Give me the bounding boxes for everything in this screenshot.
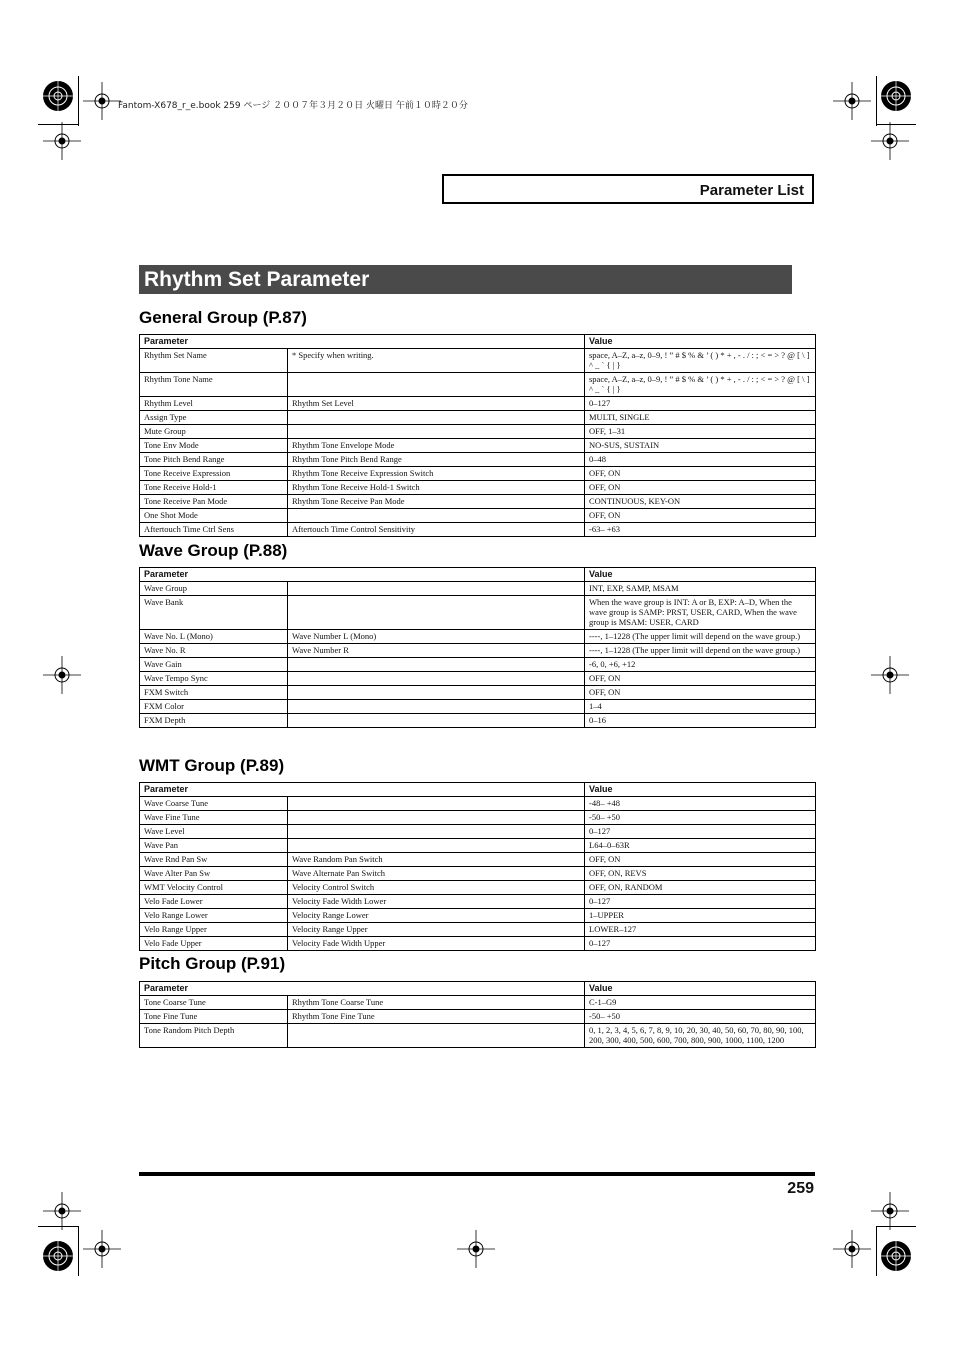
param-name-cell: Tone Random Pitch Depth: [140, 1024, 288, 1048]
param-name-cell: Rhythm Set Name: [140, 349, 288, 373]
param-description-cell: Rhythm Tone Coarse Tune: [288, 996, 585, 1010]
param-name-cell: Tone Env Mode: [140, 439, 288, 453]
param-name-cell: Wave Level: [140, 825, 288, 839]
param-value-cell: ----, 1–1228 (The upper limit will depend on the wave group.): [585, 630, 816, 644]
param-value-cell: -50– +50: [585, 1010, 816, 1024]
param-value-cell: ----, 1–1228 (The upper limit will depend on the wave group.): [585, 644, 816, 658]
crop-line: [78, 1226, 79, 1276]
param-description-cell: [288, 411, 585, 425]
param-description-cell: [288, 509, 585, 523]
table-row: [140, 686, 816, 700]
registration-sunburst-bottom-left: [42, 1240, 74, 1272]
param-name-cell: Velo Fade Upper: [140, 937, 288, 951]
table-row: [140, 797, 816, 811]
crop-line: [876, 124, 916, 125]
table-row: [140, 453, 816, 467]
table-row: [140, 672, 816, 686]
print-header: Fantom-X678_r_e.book 259 ページ ２００７年３月２０日 火曜日 午前１０時２０分: [118, 101, 468, 111]
param-value-cell: 0–48: [585, 453, 816, 467]
table-header-row: [140, 982, 816, 996]
crosshair-target-icon: [43, 656, 81, 694]
col-header-value: Value: [585, 783, 816, 797]
table-row: [140, 425, 816, 439]
param-name-cell: Tone Coarse Tune: [140, 996, 288, 1010]
table-row: [140, 658, 816, 672]
param-description-cell: [288, 1024, 585, 1048]
param-description-cell: Velocity Range Upper: [288, 923, 585, 937]
param-name-cell: Velo Range Lower: [140, 909, 288, 923]
param-name-cell: Wave Group: [140, 582, 288, 596]
param-value-cell: 0–127: [585, 397, 816, 411]
param-name-cell: Aftertouch Time Ctrl Sens: [140, 523, 288, 537]
param-value-cell: When the wave group is INT: A or B, EXP: A–D, When the wave group is SAMP: PRST, USER, CARD, When the wave group is MSAM: USER, CARD: [585, 596, 816, 630]
param-value-cell: OFF, ON: [585, 672, 816, 686]
param-name-cell: Wave Fine Tune: [140, 811, 288, 825]
table-row: [140, 582, 816, 596]
param-description-cell: Wave Alternate Pan Switch: [288, 867, 585, 881]
param-description-cell: Velocity Range Lower: [288, 909, 585, 923]
param-description-cell: Velocity Fade Width Lower: [288, 895, 585, 909]
param-name-cell: Wave Bank: [140, 596, 288, 630]
param-description-cell: [288, 596, 585, 630]
param-name-cell: Velo Range Upper: [140, 923, 288, 937]
crosshair-target-icon: [833, 1230, 871, 1268]
running-head-box: [442, 174, 814, 204]
param-description-cell: [288, 700, 585, 714]
group-title-wmt: WMT Group (P.89): [139, 756, 285, 775]
registration-sunburst-top-left: [42, 80, 74, 112]
table-row: [140, 867, 816, 881]
param-description-cell: [288, 811, 585, 825]
table-row: [140, 1010, 816, 1024]
table-row: [140, 630, 816, 644]
table-row: [140, 439, 816, 453]
table-row: [140, 996, 816, 1010]
param-value-cell: 0–127: [585, 825, 816, 839]
param-value-cell: 1–UPPER: [585, 909, 816, 923]
crosshair-target-icon: [871, 656, 909, 694]
col-header-parameter: Parameter: [140, 783, 585, 797]
col-header-parameter: Parameter: [140, 568, 585, 582]
table-header-row: [140, 568, 816, 582]
table-row: [140, 895, 816, 909]
table-row: [140, 1024, 816, 1048]
table-wave: [139, 567, 816, 728]
param-name-cell: Wave Alter Pan Sw: [140, 867, 288, 881]
param-description-cell: Rhythm Tone Receive Hold-1 Switch: [288, 481, 585, 495]
table-header-row: [140, 783, 816, 797]
param-description-cell: [288, 425, 585, 439]
param-description-cell: [288, 686, 585, 700]
param-description-cell: Wave Random Pan Switch: [288, 853, 585, 867]
param-name-cell: Velo Fade Lower: [140, 895, 288, 909]
param-name-cell: Mute Group: [140, 425, 288, 439]
table-row: [140, 596, 816, 630]
param-name-cell: Wave Coarse Tune: [140, 797, 288, 811]
param-value-cell: 0, 1, 2, 3, 4, 5, 6, 7, 8, 9, 10, 20, 30, 40, 50, 60, 70, 80, 90, 100, 200, 300, 400, 500, 600, 700, 800, 900, 1000, 1100, 1200: [585, 1024, 816, 1048]
param-name-cell: One Shot Mode: [140, 509, 288, 523]
table-row: [140, 644, 816, 658]
param-description-cell: [288, 839, 585, 853]
table-row: [140, 700, 816, 714]
crop-line: [38, 124, 78, 125]
table-row: [140, 937, 816, 951]
col-header-value: Value: [585, 568, 816, 582]
param-value-cell: OFF, ON: [585, 509, 816, 523]
param-description-cell: [288, 672, 585, 686]
param-name-cell: Wave Rnd Pan Sw: [140, 853, 288, 867]
param-value-cell: NO-SUS, SUSTAIN: [585, 439, 816, 453]
param-name-cell: FXM Depth: [140, 714, 288, 728]
param-value-cell: OFF, ON: [585, 467, 816, 481]
param-value-cell: 0–16: [585, 714, 816, 728]
crop-line: [38, 1226, 78, 1227]
param-value-cell: -48– +48: [585, 797, 816, 811]
param-value-cell: CONTINUOUS, KEY-ON: [585, 495, 816, 509]
group-title-pitch: Pitch Group (P.91): [139, 954, 286, 973]
param-name-cell: FXM Switch: [140, 686, 288, 700]
param-description-cell: Velocity Fade Width Upper: [288, 937, 585, 951]
crosshair-target-icon: [83, 82, 121, 120]
param-value-cell: C-1–G9: [585, 996, 816, 1010]
table-general: [139, 334, 816, 537]
param-value-cell: space, A–Z, a–z, 0–9, ! ” # $ % & ’ ( ) * + , - . / : ; < = > ? @ [ \ ] ^ _ ` { | }: [585, 373, 816, 397]
param-description-cell: [288, 714, 585, 728]
param-description-cell: Rhythm Tone Fine Tune: [288, 1010, 585, 1024]
param-name-cell: Assign Type: [140, 411, 288, 425]
table-row: [140, 839, 816, 853]
param-description-cell: Wave Number R: [288, 644, 585, 658]
page-title: Rhythm Set Parameter: [144, 268, 370, 291]
crop-line: [876, 1226, 877, 1276]
crop-line: [876, 76, 877, 126]
col-header-parameter: Parameter: [140, 982, 585, 996]
param-description-cell: Velocity Control Switch: [288, 881, 585, 895]
table-row: [140, 411, 816, 425]
param-value-cell: -6, 0, +6, +12: [585, 658, 816, 672]
registration-sunburst-top-right: [880, 80, 912, 112]
param-name-cell: Rhythm Tone Name: [140, 373, 288, 397]
col-header-value: Value: [585, 335, 816, 349]
table-row: [140, 909, 816, 923]
crosshair-target-icon: [871, 122, 909, 160]
param-value-cell: OFF, ON, RANDOM: [585, 881, 816, 895]
param-name-cell: Rhythm Level: [140, 397, 288, 411]
param-description-cell: Rhythm Set Level: [288, 397, 585, 411]
param-value-cell: OFF, ON: [585, 853, 816, 867]
param-description-cell: Aftertouch Time Control Sensitivity: [288, 523, 585, 537]
param-value-cell: 0–127: [585, 937, 816, 951]
param-value-cell: 0–127: [585, 895, 816, 909]
param-description-cell: [288, 373, 585, 397]
table-wmt: [139, 782, 816, 951]
crop-line: [78, 76, 79, 126]
registration-sunburst-bottom-right: [880, 1240, 912, 1272]
param-description-cell: [288, 825, 585, 839]
table-row: [140, 811, 816, 825]
table-row: [140, 714, 816, 728]
param-value-cell: LOWER–127: [585, 923, 816, 937]
param-description-cell: Wave Number L (Mono): [288, 630, 585, 644]
table-row: [140, 481, 816, 495]
param-name-cell: Wave Tempo Sync: [140, 672, 288, 686]
param-value-cell: -63– +63: [585, 523, 816, 537]
crosshair-target-icon: [83, 1230, 121, 1268]
param-name-cell: Tone Receive Hold-1: [140, 481, 288, 495]
crosshair-target-icon: [833, 82, 871, 120]
running-head: Parameter List: [699, 182, 804, 199]
table-row: [140, 467, 816, 481]
table-pitch: [139, 981, 816, 1048]
group-title-general: General Group (P.87): [139, 308, 307, 327]
table-row: [140, 923, 816, 937]
param-value-cell: OFF, ON, REVS: [585, 867, 816, 881]
param-description-cell: * Specify when writing.: [288, 349, 585, 373]
col-header-parameter: Parameter: [140, 335, 585, 349]
param-description-cell: Rhythm Tone Receive Expression Switch: [288, 467, 585, 481]
param-value-cell: space, A–Z, a–z, 0–9, ! ” # $ % & ’ ( ) * + , - . / : ; < = > ? @ [ \ ] ^ _ ` { | }: [585, 349, 816, 373]
param-value-cell: OFF, ON: [585, 481, 816, 495]
param-name-cell: Wave Pan: [140, 839, 288, 853]
param-value-cell: 1–4: [585, 700, 816, 714]
param-value-cell: L64–0–63R: [585, 839, 816, 853]
param-name-cell: Tone Receive Pan Mode: [140, 495, 288, 509]
param-name-cell: Tone Pitch Bend Range: [140, 453, 288, 467]
param-value-cell: -50– +50: [585, 811, 816, 825]
param-value-cell: OFF, ON: [585, 686, 816, 700]
crosshair-target-icon: [43, 122, 81, 160]
table-row: [140, 881, 816, 895]
col-header-value: Value: [585, 982, 816, 996]
group-title-wave: Wave Group (P.88): [139, 541, 288, 560]
param-name-cell: Wave No. R: [140, 644, 288, 658]
param-name-cell: Wave Gain: [140, 658, 288, 672]
param-value-cell: INT, EXP, SAMP, MSAM: [585, 582, 816, 596]
table-header-row: [140, 335, 816, 349]
param-name-cell: FXM Color: [140, 700, 288, 714]
crosshair-target-icon: [43, 1192, 81, 1230]
table-row: [140, 495, 816, 509]
param-name-cell: Wave No. L (Mono): [140, 630, 288, 644]
param-name-cell: Tone Fine Tune: [140, 1010, 288, 1024]
table-row: [140, 523, 816, 537]
page-number: 259: [787, 1180, 814, 1197]
param-description-cell: [288, 797, 585, 811]
table-row: [140, 349, 816, 373]
table-row: [140, 373, 816, 397]
param-description-cell: Rhythm Tone Pitch Bend Range: [288, 453, 585, 467]
footer-rule: [139, 1172, 815, 1176]
table-row: [140, 397, 816, 411]
param-description-cell: [288, 658, 585, 672]
crosshair-target-icon: [457, 1230, 495, 1268]
param-name-cell: Tone Receive Expression: [140, 467, 288, 481]
table-row: [140, 825, 816, 839]
param-value-cell: OFF, 1–31: [585, 425, 816, 439]
param-description-cell: [288, 582, 585, 596]
table-row: [140, 853, 816, 867]
param-name-cell: WMT Velocity Control: [140, 881, 288, 895]
crop-line: [876, 1226, 916, 1227]
title-bar: [139, 265, 792, 294]
table-row: [140, 509, 816, 523]
param-value-cell: MULTI, SINGLE: [585, 411, 816, 425]
crosshair-target-icon: [871, 1192, 909, 1230]
param-description-cell: Rhythm Tone Receive Pan Mode: [288, 495, 585, 509]
param-description-cell: Rhythm Tone Envelope Mode: [288, 439, 585, 453]
